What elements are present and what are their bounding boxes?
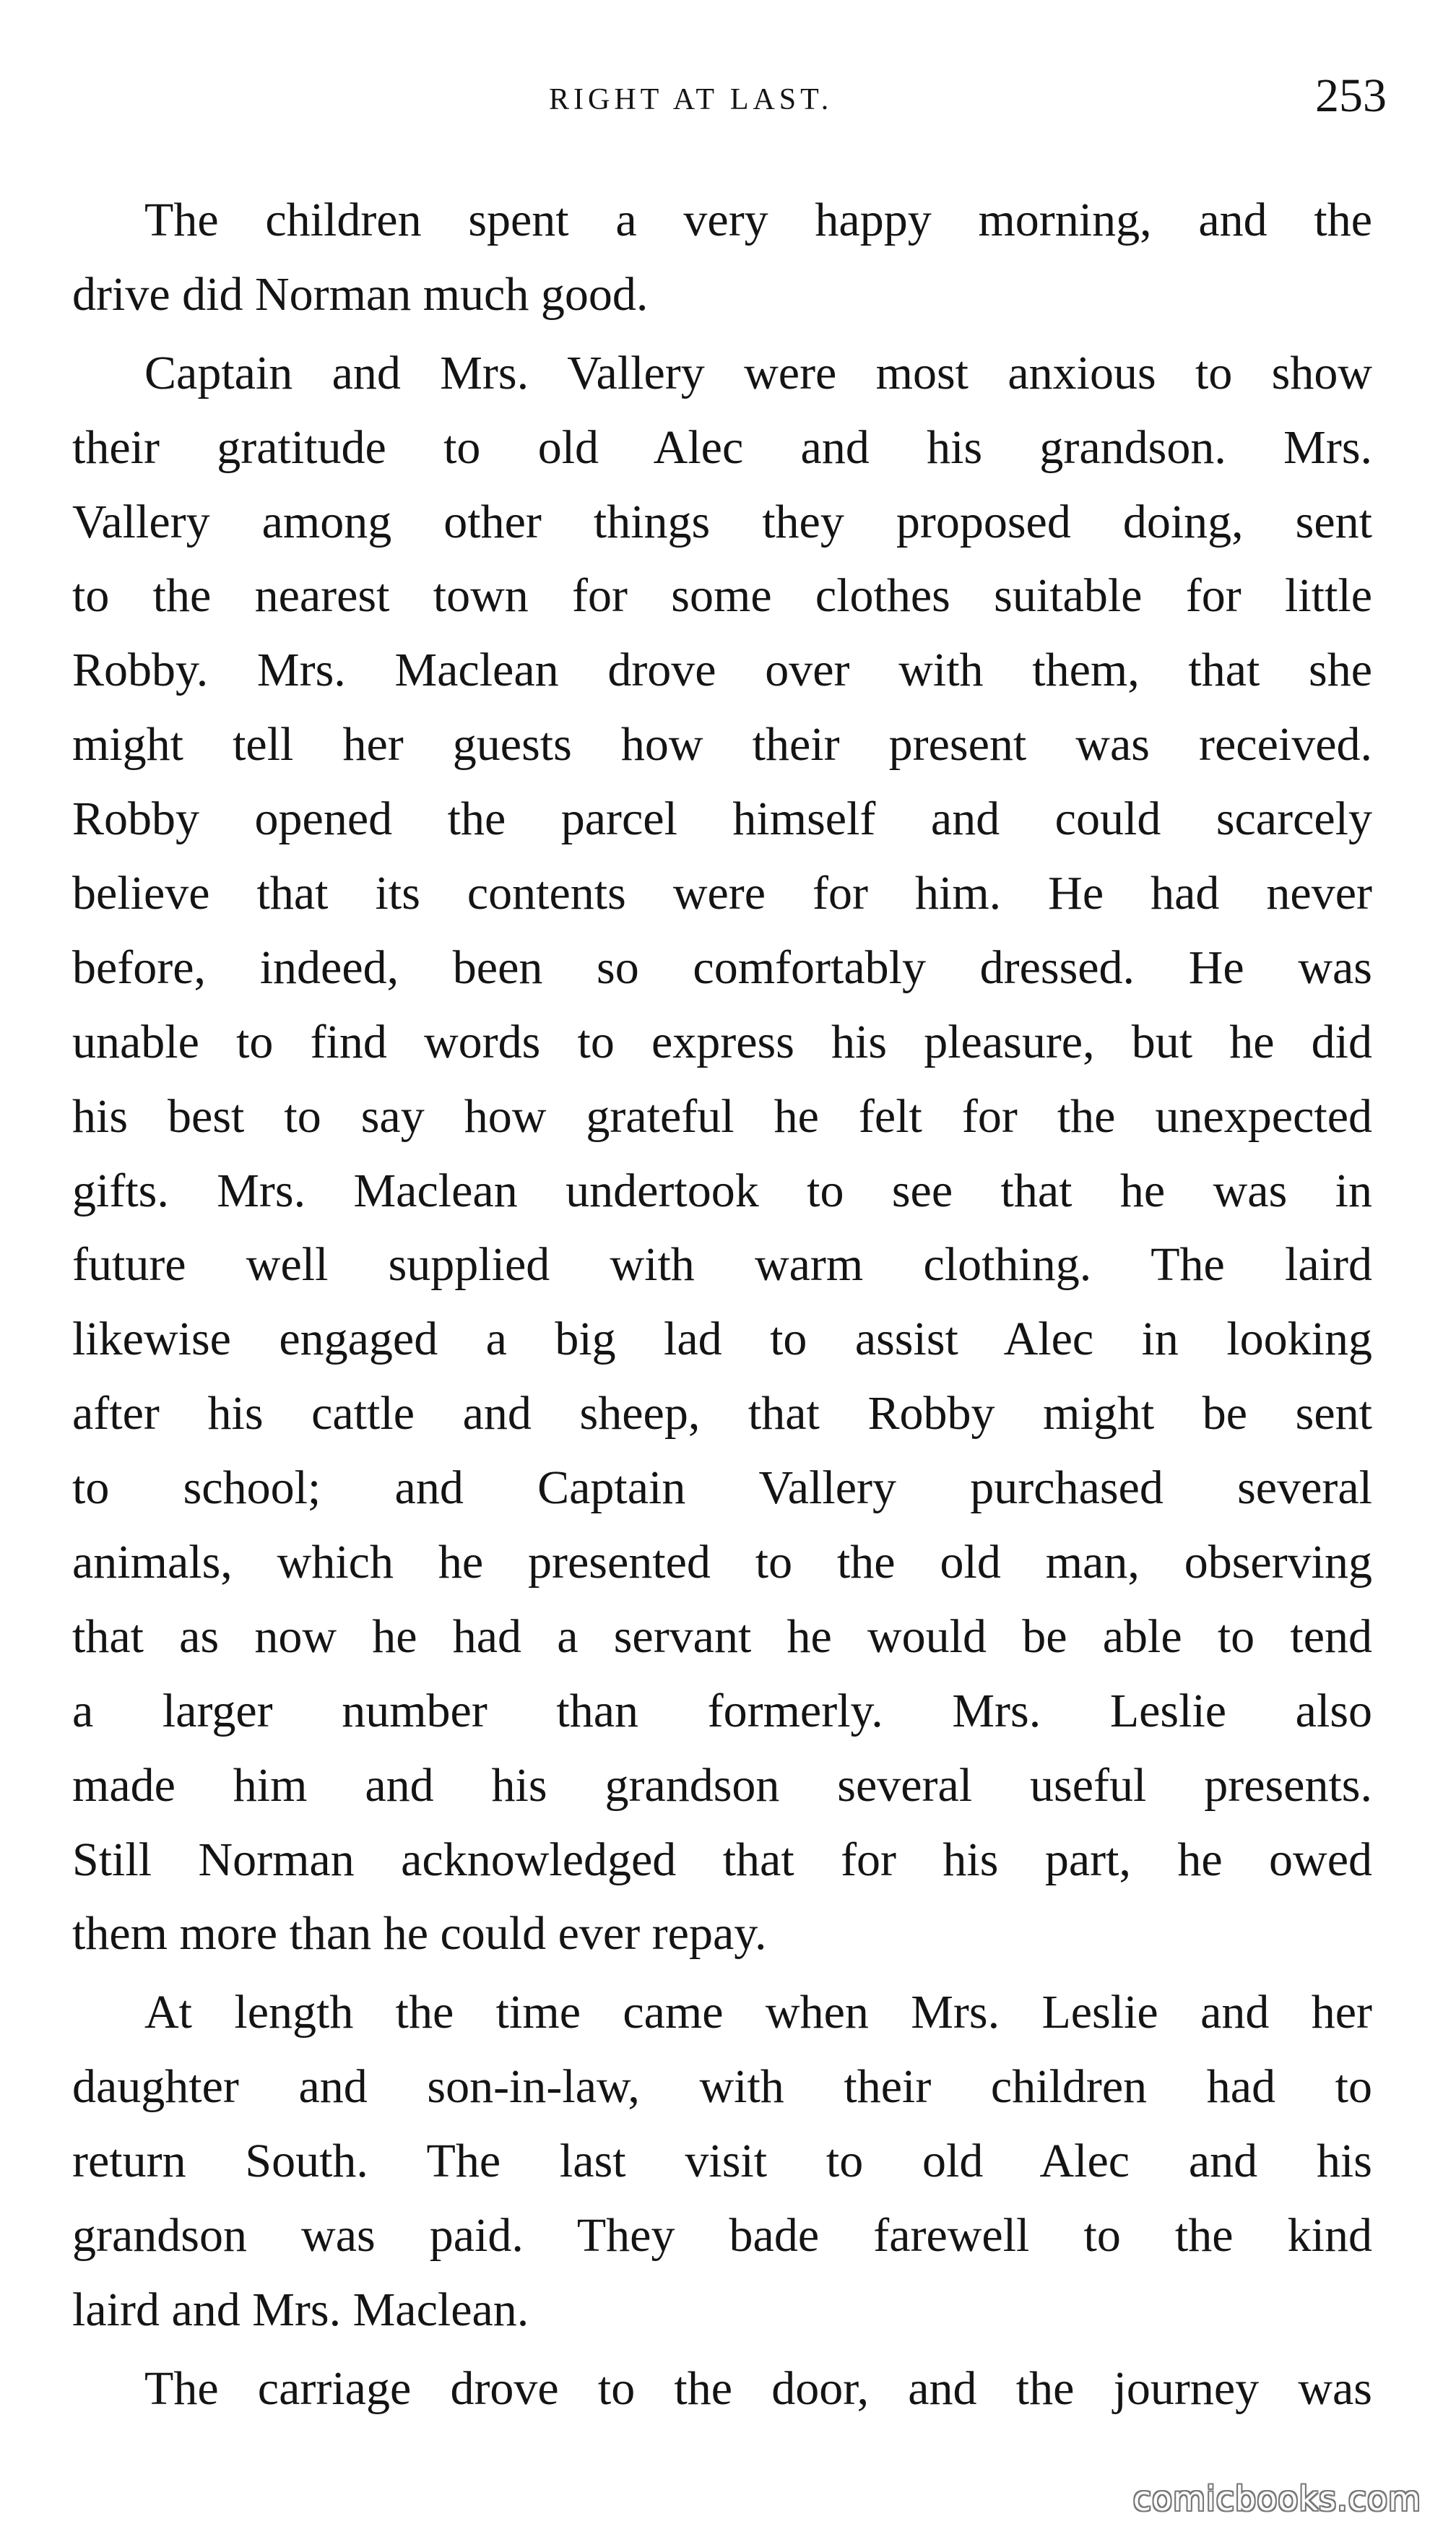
text-line: daughter and son-in-law, with their children had to	[72, 2060, 1372, 2114]
text-line: unable to find words to express his pleasure, but he did	[72, 1015, 1372, 1068]
text-line: gifts. Mrs. Maclean undertook to see that he was in	[72, 1164, 1372, 1217]
text-line: drive did Norman much good.	[72, 267, 649, 321]
text-line: to school; and Captain Vallery purchased several	[72, 1461, 1372, 1515]
text-line: Robby opened the parcel himself and could scarcely	[72, 792, 1372, 846]
text-line: The children spent a very happy morning, and the	[144, 194, 1372, 246]
watermark: comicbooks.com	[1132, 2479, 1421, 2518]
text-line: to the nearest town for some clothes suitable for little	[72, 569, 1372, 623]
paragraph-1	[72, 183, 1372, 332]
text-line: animals, which he presented to the old man, observing	[72, 1536, 1372, 1589]
text-line: after his cattle and sheep, that Robby might be sent	[72, 1387, 1372, 1440]
text-line: might tell her guests how their present was received.	[72, 718, 1372, 772]
text-line: before, indeed, been so comfortably dressed. He was	[72, 941, 1372, 994]
running-title: RIGHT AT LAST.	[549, 83, 833, 116]
text-line: grandson was paid. They bade farewell to the kind	[72, 2209, 1372, 2262]
paragraph-2	[72, 337, 1372, 1972]
running-head	[0, 69, 1456, 143]
text-line: Vallery among other things they proposed doing, sent	[72, 495, 1372, 548]
text-line: The carriage drove to the door, and the journey was	[144, 2361, 1372, 2415]
text-line: made him and his grandson several useful presents.	[72, 1758, 1372, 1812]
text-line: future well supplied with warm clothing. The laird	[72, 1238, 1372, 1292]
text-line: Still Norman acknowledged that for his part, he owed	[72, 1833, 1372, 1886]
paragraph-4	[72, 2352, 1372, 2426]
body-text	[72, 183, 1372, 2431]
page-number: 253	[1315, 69, 1387, 122]
text-line: their gratitude to old Alec and his grandson. Mrs.	[72, 420, 1372, 474]
text-line: return South. The last visit to old Alec and his	[72, 2135, 1372, 2188]
paragraph-3	[72, 1976, 1372, 2347]
text-line: laird and Mrs. Maclean.	[72, 2283, 529, 2336]
text-line: them more than he could ever repay.	[72, 1907, 767, 1961]
text-line: Captain and Mrs. Vallery were most anxious to show	[144, 346, 1372, 399]
text-line: likewise engaged a big lad to assist Alec in looking	[72, 1313, 1372, 1366]
text-line: At length the time came when Mrs. Leslie and her	[144, 1986, 1372, 2039]
text-line: a larger number than formerly. Mrs. Leslie also	[72, 1684, 1372, 1737]
text-line: Robby. Mrs. Maclean drove over with them, that she	[72, 644, 1372, 697]
text-line: that as now he had a servant he would be able to tend	[72, 1609, 1372, 1663]
text-line: believe that its contents were for him. He had never	[72, 867, 1372, 920]
text-line: his best to say how grateful he felt for the unexpected	[72, 1089, 1372, 1143]
